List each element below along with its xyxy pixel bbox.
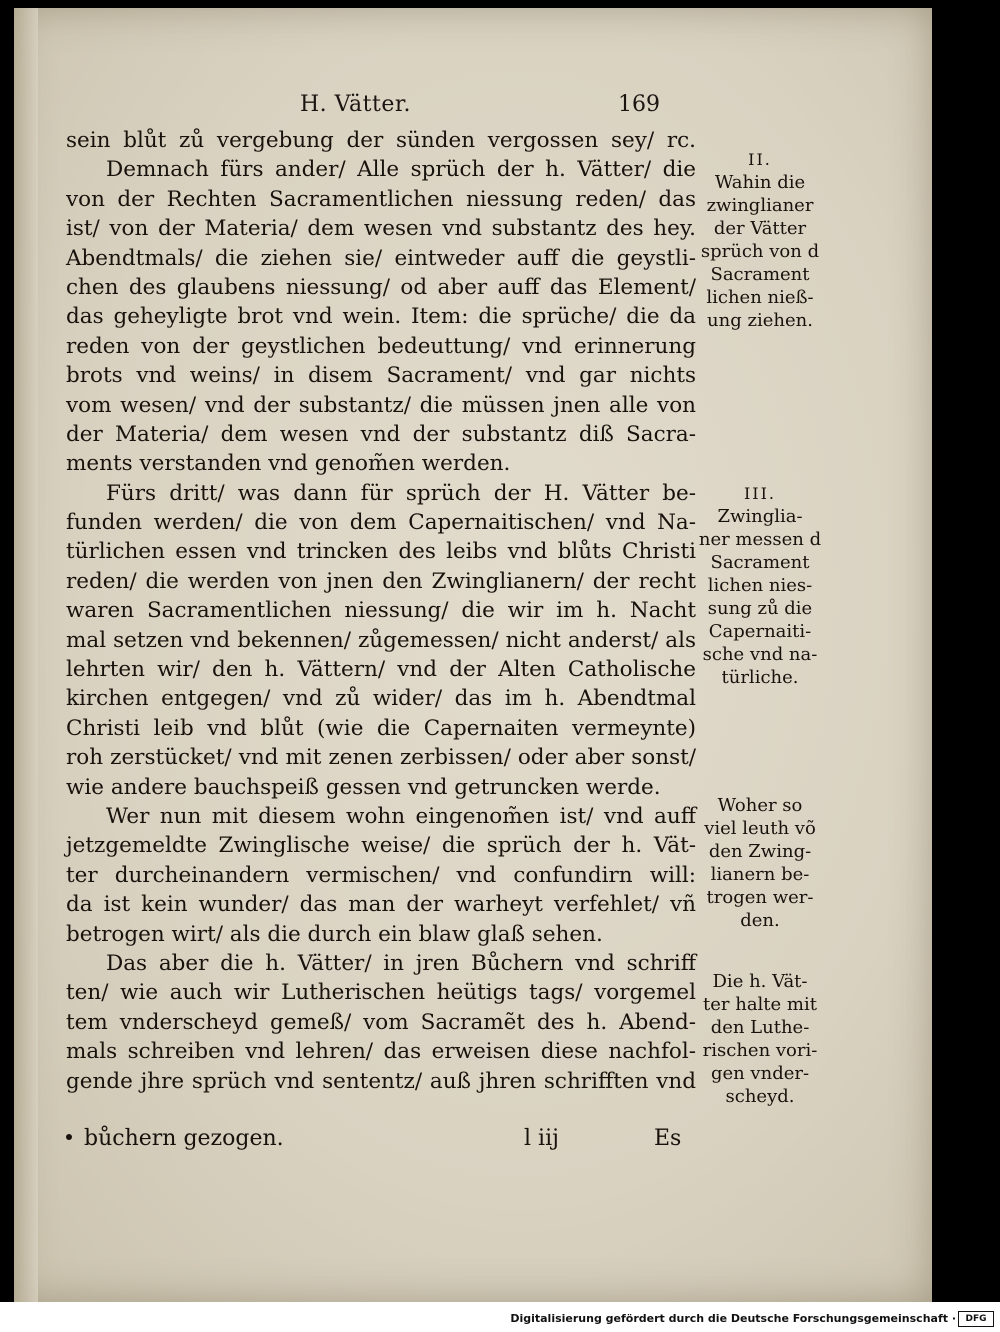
last-text-line: bůchern gezogen. xyxy=(84,1126,284,1151)
note-line: Woher so xyxy=(717,795,803,816)
marginal-note xyxy=(690,970,830,1108)
text-line: Das aber die h. Vätter/ in jren Bůchern vnd schriff xyxy=(106,950,696,976)
note-line: den Luthe- xyxy=(710,1017,810,1038)
note-line: ter halte mit xyxy=(703,994,817,1015)
note-line: den. xyxy=(740,910,780,931)
note-line: ner messen d xyxy=(698,529,822,550)
marginal-note xyxy=(690,148,830,332)
catchword-line xyxy=(66,1126,706,1158)
text-line: vom wesen/ vnd der substantz/ die müssen jnen alle von xyxy=(66,392,696,418)
footer-credit: Digitalisierung gefördert durch die Deutsche Forschungsgemeinschaft · xyxy=(510,1312,956,1325)
main-text-block xyxy=(66,126,696,1096)
text-line: funden werden/ die von dem Capernaitischen/ vnd Na- xyxy=(66,510,696,536)
note-line: sche vnd na- xyxy=(702,644,818,665)
marginal-note xyxy=(690,482,830,689)
note-line: rischen vori- xyxy=(702,1040,818,1061)
note-number: II. xyxy=(748,150,772,169)
digitization-footer xyxy=(0,1302,1000,1332)
note-line: gen vnder- xyxy=(710,1063,810,1084)
note-line: trogen wer- xyxy=(706,887,814,908)
note-line: Capernaiti- xyxy=(708,621,812,642)
note-line: viel leuth võ xyxy=(704,818,816,839)
note-line: Sacrament xyxy=(710,264,810,285)
text-line: ter durcheinandern vermischen/ vnd confundirn will: xyxy=(66,862,696,888)
note-line: scheyd. xyxy=(725,1086,795,1107)
note-line: den Zwing- xyxy=(708,841,812,862)
note-line: Zwinglia- xyxy=(717,506,803,527)
signature-mark: l iij xyxy=(524,1126,559,1151)
page-header xyxy=(14,92,932,122)
text-line: ist/ von der Materia/ dem wesen vnd substantz des hey. xyxy=(66,216,696,242)
note-line: Wahin die xyxy=(714,172,806,193)
text-line: gende jhre sprüch vnd sententz/ auß jhren schrifften vnd xyxy=(66,1068,696,1094)
text-line: betrogen wirt/ als die durch ein blaw glaß sehen. xyxy=(66,921,603,947)
text-line: reden von der geystlichen bedeuttung/ vnd erinnerung xyxy=(66,333,696,359)
dfg-logo: DFG xyxy=(958,1311,994,1327)
page-number: 169 xyxy=(618,92,660,117)
text-line: brots vnd weins/ in disem Sacrament/ vnd gar nichts xyxy=(66,363,696,389)
text-line: ten/ wie auch wir Lutherischen heütigs tags/ vorgemel xyxy=(66,980,696,1006)
note-line: sprüch von d xyxy=(700,241,820,262)
text-line: Wer nun mit diesem wohn eingenom̃en ist/ vnd auff xyxy=(106,803,696,829)
note-line: türliche. xyxy=(721,667,799,688)
note-line: ung ziehen. xyxy=(707,310,813,331)
text-line: mals schreiben vnd lehren/ das erweisen diese nachfol- xyxy=(66,1039,696,1065)
text-line: waren Sacramentlichen niessung/ die wir im h. Nacht xyxy=(66,598,696,624)
text-line: Demnach fürs ander/ Alle sprüch der h. Vätter/ die xyxy=(106,157,696,183)
text-line: der Materia/ dem wesen vnd der substantz diß Sacra- xyxy=(66,421,696,447)
note-line: lianern be- xyxy=(710,864,810,885)
text-line: Abendtmals/ die ziehen sie/ eintweder auff die geystli- xyxy=(66,245,696,271)
book-page xyxy=(14,8,932,1302)
text-line: Fürs dritt/ was dann für sprüch der H. Vätter be- xyxy=(106,480,696,506)
text-line: kirchen entgegen/ vnd zů wider/ das im h. Abendtmal xyxy=(66,686,696,712)
marginal-note xyxy=(690,794,830,932)
text-line: da ist kein wunder/ das man der warheyt verfehlet/ vñ xyxy=(66,892,696,918)
text-line: chen des glaubens niessung/ od aber auff das Element/ xyxy=(66,274,696,300)
note-line: sung zů die xyxy=(707,598,813,619)
text-line: roh zerstücket/ vnd mit zenen zerbissen/ oder aber sonst/ xyxy=(66,745,696,771)
text-line: Christi leib vnd blůt (wie die Capernaiten vermeynte) xyxy=(66,715,696,741)
page-gutter xyxy=(14,8,38,1302)
text-line: ments verstanden vnd genom̃en werden. xyxy=(66,451,511,477)
text-line: wie andere bauchspeiß gessen vnd getruncken werde. xyxy=(66,774,661,800)
note-line: Die h. Vät- xyxy=(712,971,808,992)
text-line: von der Rechten Sacramentlichen niessung reden/ das xyxy=(66,186,696,212)
note-line: lichen nieß- xyxy=(706,287,814,308)
note-line: Sacrament xyxy=(710,552,810,573)
text-line: sein blůt zů vergebung der sünden vergossen sey/ rc. xyxy=(66,128,696,153)
text-line: türlichen essen vnd trincken des leibs vnd blůts Christi xyxy=(66,539,696,565)
running-head: H. Vätter. xyxy=(300,92,411,117)
note-line: der Vätter xyxy=(713,218,807,239)
text-line: lehrten wir/ den h. Vättern/ vnd der Alten Catholische xyxy=(66,657,696,683)
note-line: lichen nies- xyxy=(707,575,813,596)
text-line: mal setzen vnd bekennen/ zůgemessen/ nicht anderst/ als xyxy=(66,627,696,653)
text-line: tem vnderscheyd gemeß/ vom Sacramẽt des h. Abend- xyxy=(66,1009,696,1035)
text-line: jetzgemeldte Zwinglische weise/ die sprüch der h. Vät- xyxy=(66,833,696,859)
bullet-mark xyxy=(66,1134,72,1140)
note-number: III. xyxy=(743,484,777,503)
text-line: das geheyligte brot vnd wein. Item: die sprüche/ die da xyxy=(66,304,696,330)
note-line: zwinglianer xyxy=(706,195,814,216)
text-line: reden/ die werden von jnen den Zwinglianern/ der recht xyxy=(66,568,696,594)
catchword: Es xyxy=(654,1126,682,1151)
